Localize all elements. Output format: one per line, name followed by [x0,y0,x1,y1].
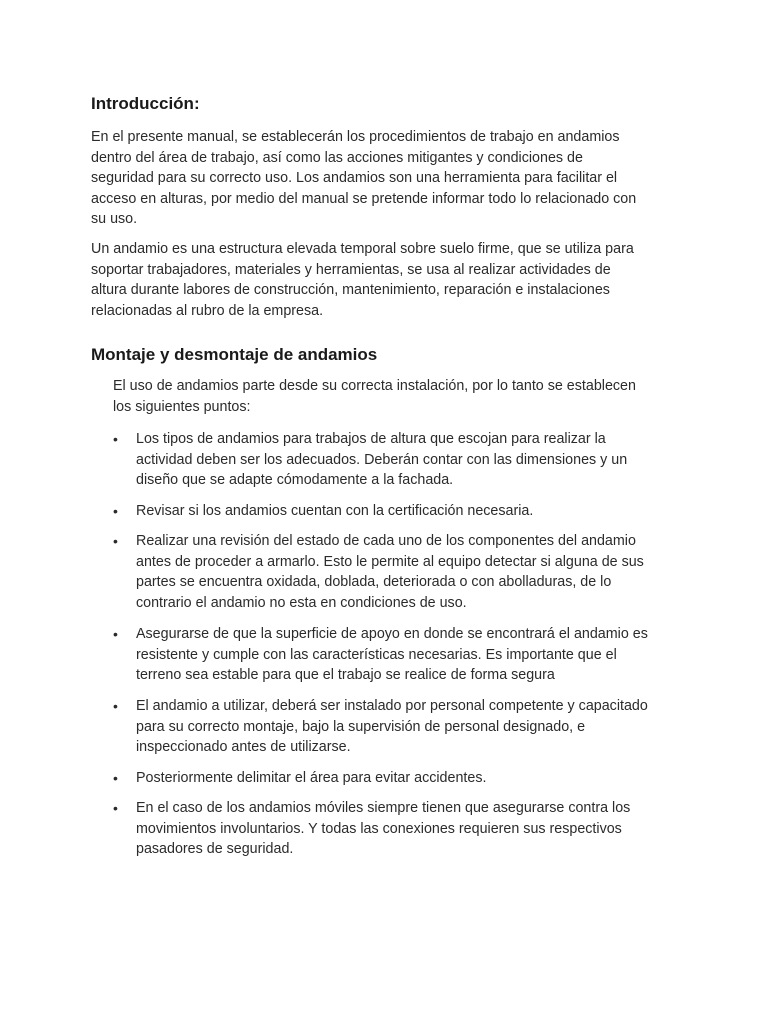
bullet-text [136,624,648,686]
bullet-line: terreno sea estable para que el trabajo se realice de forma segura [136,667,555,684]
bullet-icon: • [113,770,118,786]
bullet-icon: • [113,431,118,447]
bullet-line: Posteriormente delimitar el área para evitar accidentes. [136,770,487,786]
bullet-line: antes de proceder a armarlo. Esto le permite al equipo detectar si alguna de sus [136,553,644,570]
bullet-line: Asegurarse de que la superficie de apoyo en donde se encontrará el andamio es [136,626,648,642]
heading-introduccion: Introducción: [91,94,200,113]
bullet-icon: • [113,626,118,642]
bullet-text [136,798,630,860]
heading-montaje: Montaje y desmontaje de andamios [91,345,378,364]
paragraph-line: seguridad para su correcto uso. Los andamios son una herramienta para facilitar el [91,170,618,187]
bullet-line: actividad deben ser los adecuados. Deberán contar con las dimensiones y un [136,451,628,468]
bullet-line: Los tipos de andamios para trabajos de altura que escojan para realizar la [136,431,606,447]
bullet-text [136,531,644,613]
paragraph-line: En el presente manual, se establecerán los procedimientos de trabajo en andamios [91,129,620,145]
paragraph-line: su uso. [91,211,138,228]
intro-paragraph-1 [91,127,636,230]
bullet-line: para su correcto montaje, bajo la supervisión de personal designado, e [136,718,586,735]
bullet-icon: • [113,800,118,816]
bullet-line: contrario el andamio no esta en condiciones de uso. [136,594,467,611]
bullet-line: resistente y cumple con las características necesarias. Es importante que el [136,646,617,663]
bullet-line: pasadores de seguridad. [136,841,294,858]
paragraph-line: altura durante labores de construcción, mantenimiento, reparación e instalaciones [91,282,610,299]
paragraph-line: acceso en alturas, por medio del manual se pretende informar todo lo relacionado con [91,190,637,207]
paragraph-line: El uso de andamios parte desde su correcta instalación, por lo tanto se establecen [113,378,636,394]
bullet-line: diseño que se adapte cómodamente a la fachada. [136,472,454,489]
paragraph-line: dentro del área de trabajo, así como las acciones mitigantes y condiciones de [91,149,583,166]
bullet-line: movimientos involuntarios. Y todas las conexiones requieren sus respectivos [136,820,622,837]
paragraph-line: relacionadas al rubro de la empresa. [91,302,324,319]
paragraph-line: soportar trabajadores, materiales y herramientas, se usa al realizar actividades de [91,261,611,278]
paragraph-line: los siguientes puntos: [113,398,251,415]
bullet-line: Revisar si los andamios cuentan con la certificación necesaria. [136,503,534,519]
bullet-text [136,501,533,522]
bullet-icon: • [113,698,118,714]
bullet-line: Realizar una revisión del estado de cada uno de los componentes del andamio [136,533,636,549]
bullet-line: inspeccionado antes de utilizarse. [136,739,351,756]
bullet-line: El andamio a utilizar, deberá ser instalado por personal competente y capacitado [136,698,648,714]
bullet-text [136,768,486,789]
bullet-line: En el caso de los andamios móviles siempre tienen que asegurarse contra los [136,800,631,816]
montaje-intro-paragraph [113,376,636,417]
bullet-text [136,696,648,758]
bullet-icon: • [113,503,118,519]
bullet-line: partes se encuentra oxidada, doblada, deteriorada o con abolladuras, de lo [136,574,612,591]
intro-paragraph-2 [91,239,634,321]
paragraph-line: Un andamio es una estructura elevada temporal sobre suelo firme, que se utiliza para [91,241,634,257]
bullet-text [136,429,627,491]
bullet-icon: • [113,533,118,549]
